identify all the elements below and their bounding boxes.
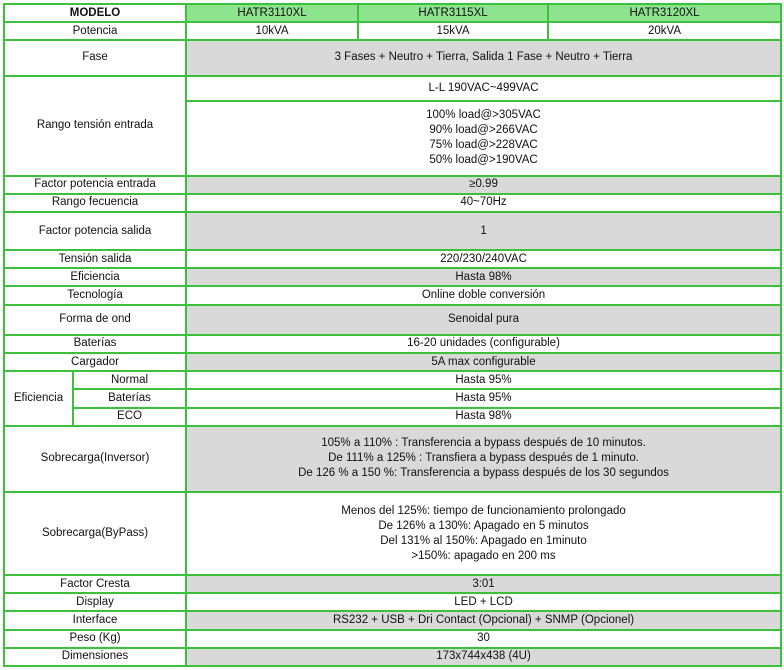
row-sobrecarga-bypass — [4, 492, 781, 575]
row-eficiencia-baterias — [4, 389, 781, 407]
cargador-value: 5A max configurable — [186, 353, 781, 371]
row-potencia — [4, 22, 781, 40]
sobrecarga-inversor-line-1: 105% a 110% : Transferencia a bypass después de 10 minutos. — [321, 437, 646, 450]
load-line-3: 75% load@>228VAC — [429, 139, 538, 152]
eficiencia-value: Hasta 98% — [186, 268, 781, 286]
forma-onda-label: Forma de ond — [4, 305, 186, 335]
sobrecarga-bypass-line-2: De 126% a 130%: Apagado en 5 minutos — [378, 519, 589, 532]
row-tension-salida — [4, 250, 781, 268]
dimensiones-value: 173x744x438 (4U) — [186, 648, 781, 666]
row-tecnologia — [4, 286, 781, 304]
rango-tension-entrada-loads — [186, 101, 781, 176]
sobrecarga-bypass-value — [186, 492, 781, 575]
row-dimensiones — [4, 648, 781, 666]
eficiencia-mode-normal: Normal — [73, 371, 186, 389]
load-line-4: 50% load@>190VAC — [429, 154, 538, 167]
potencia-label: Potencia — [4, 22, 186, 40]
eficiencia-baterias-value: Hasta 95% — [186, 389, 781, 407]
row-fase — [4, 40, 781, 75]
row-factor-cresta — [4, 575, 781, 593]
factor-potencia-entrada-label: Factor potencia entrada — [4, 176, 186, 194]
baterias-value: 16-20 unidades (configurable) — [186, 335, 781, 353]
model-header-1: HATR3110XL — [186, 4, 358, 22]
row-factor-potencia-salida — [4, 212, 781, 250]
row-cargador — [4, 353, 781, 371]
fase-label: Fase — [4, 40, 186, 75]
interface-value: RS232 + USB + Dri Contact (Opcional) + SNMP (Opcionel) — [186, 611, 781, 629]
row-eficiencia-normal — [4, 371, 781, 389]
rango-frecuencia-value: 40~70Hz — [186, 194, 781, 212]
tension-salida-label: Tensión salida — [4, 250, 186, 268]
row-eficiencia — [4, 268, 781, 286]
forma-onda-value: Senoidal pura — [186, 305, 781, 335]
factor-potencia-salida-value: 1 — [186, 212, 781, 250]
load-line-2: 90% load@>266VAC — [429, 124, 538, 137]
row-factor-potencia-entrada — [4, 176, 781, 194]
rango-frecuencia-label: Rango fecuencia — [4, 194, 186, 212]
modelo-header: MODELO — [4, 4, 186, 22]
potencia-value-1: 10kVA — [186, 22, 358, 40]
sobrecarga-bypass-line-3: Del 131% al 150%: Apagado en 1minuto — [380, 534, 587, 547]
row-display — [4, 593, 781, 611]
peso-value: 30 — [186, 630, 781, 648]
row-eficiencia-eco — [4, 408, 781, 426]
potencia-value-3: 20kVA — [548, 22, 781, 40]
model-header-2: HATR3115XL — [358, 4, 548, 22]
header-row — [4, 4, 781, 22]
factor-cresta-label: Factor Cresta — [4, 575, 186, 593]
tecnologia-value: Online doble conversión — [186, 286, 781, 304]
row-interface — [4, 611, 781, 629]
interface-label: Interface — [4, 611, 186, 629]
cargador-label: Cargador — [4, 353, 186, 371]
sobrecarga-bypass-line-4: >150%: apagado en 200 ms — [411, 549, 556, 562]
eficiencia-eco-value: Hasta 98% — [186, 408, 781, 426]
sobrecarga-bypass-label: Sobrecarga(ByPass) — [4, 492, 186, 575]
sobrecarga-inversor-line-3: De 126 % a 150 %: Transferencia a bypass después de los 30 segundos — [298, 467, 669, 480]
tension-salida-value: 220/230/240VAC — [186, 250, 781, 268]
factor-potencia-entrada-value: ≥0.99 — [186, 176, 781, 194]
eficiencia-modos-label: Eficiencia — [4, 371, 73, 425]
rango-tension-entrada-range: L-L 190VAC~499VAC — [186, 76, 781, 101]
sobrecarga-inversor-label: Sobrecarga(Inversor) — [4, 426, 186, 493]
tecnologia-label: Tecnología — [4, 286, 186, 304]
sobrecarga-inversor-value — [186, 426, 781, 493]
dimensiones-label: Dimensiones — [4, 648, 186, 666]
row-sobrecarga-inversor — [4, 426, 781, 493]
eficiencia-label: Eficiencia — [4, 268, 186, 286]
spec-table — [3, 3, 782, 667]
factor-cresta-value: 3:01 — [186, 575, 781, 593]
display-value: LED + LCD — [186, 593, 781, 611]
load-line-1: 100% load@>305VAC — [426, 109, 541, 122]
row-forma-onda — [4, 305, 781, 335]
row-baterias — [4, 335, 781, 353]
eficiencia-mode-eco: ECO — [73, 408, 186, 426]
sobrecarga-bypass-line-1: Menos del 125%: tiempo de funcionamiento prolongado — [341, 504, 626, 517]
model-header-3: HATR3120XL — [548, 4, 781, 22]
row-peso — [4, 630, 781, 648]
eficiencia-mode-baterias: Baterías — [73, 389, 186, 407]
eficiencia-normal-value: Hasta 95% — [186, 371, 781, 389]
sobrecarga-inversor-line-2: De 111% a 125% : Transfiera a bypass después de 1 minuto. — [328, 452, 639, 465]
display-label: Display — [4, 593, 186, 611]
rango-tension-entrada-label: Rango tensión entrada — [4, 76, 186, 176]
potencia-value-2: 15kVA — [358, 22, 548, 40]
row-rango-frecuencia — [4, 194, 781, 212]
factor-potencia-salida-label: Factor potencia salida — [4, 212, 186, 250]
row-rango-tension-entrada — [4, 76, 781, 101]
baterias-label: Baterías — [4, 335, 186, 353]
fase-value: 3 Fases + Neutro + Tierra, Salida 1 Fase + Neutro + Tierra — [186, 40, 781, 75]
peso-label: Peso (Kg) — [4, 630, 186, 648]
